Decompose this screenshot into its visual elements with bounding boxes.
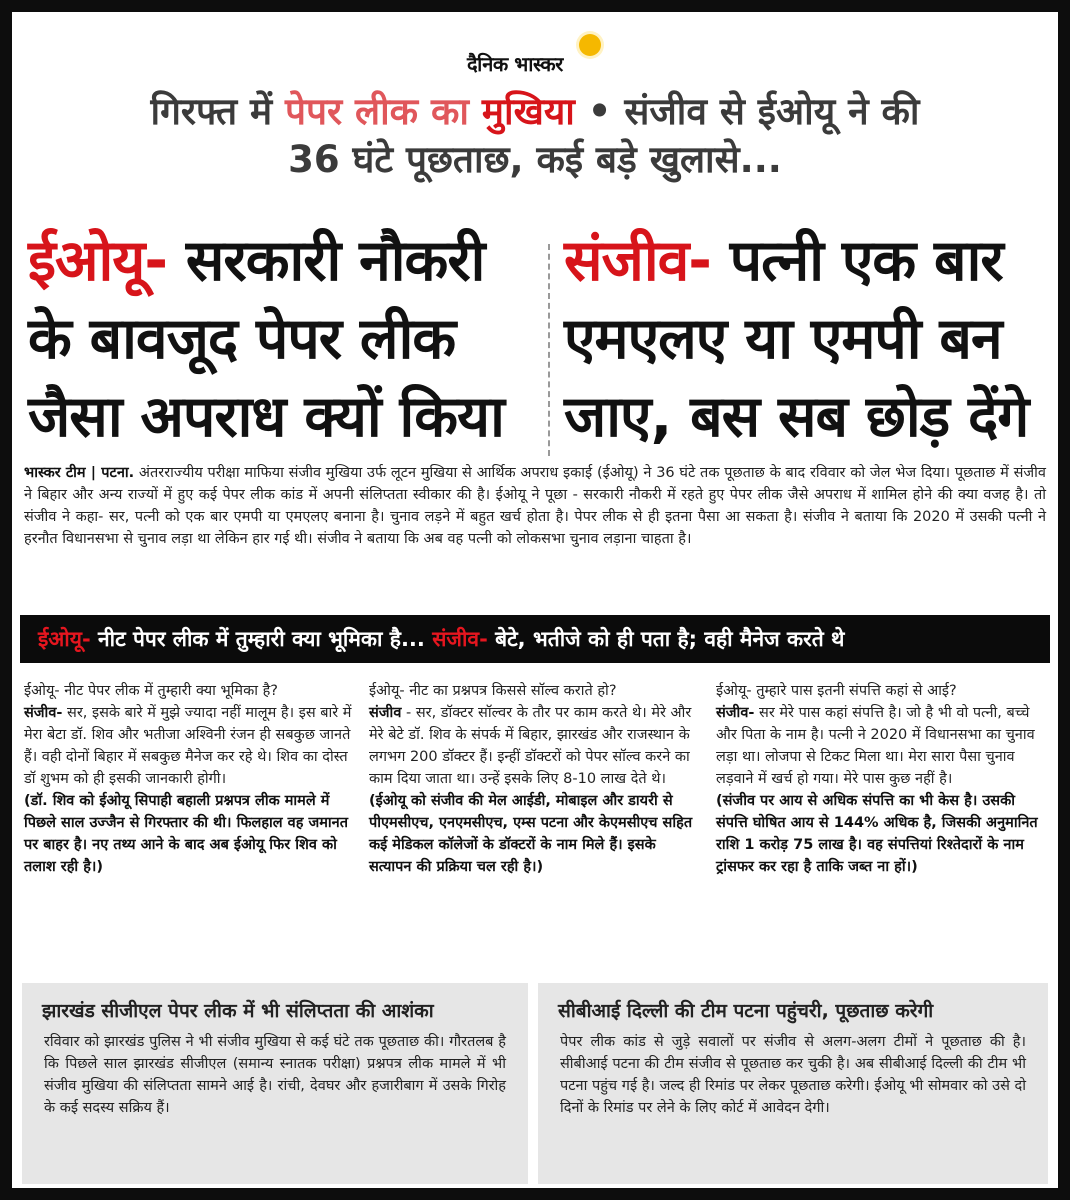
editor-note: (संजीव पर आय से अधिक संपत्ति का भी केस है। उसकी संपत्ति घोषित आय से 144% अधिक है, जिसकी अनुमानित राशि 1 करोड़ 75 लाख है। वह संपत्तियां रिश्तेदारों के नाम ट्रांसफर कर रहा है ताकि जब्त ना हों।) bbox=[716, 793, 1038, 875]
editor-note: (डॉ. शिव को ईओयू सिपाही बहाली प्रश्नपत्र लीक मामले में पिछले साल उज्जैन से गिरफ्तार की थी। फिलहाल वह जमानत पर बाहर है। नए तथ्य आने के बाद अब ईओयू फिर शिव को तलाश रही है।) bbox=[24, 793, 348, 875]
answer-label: संजीव bbox=[369, 705, 402, 721]
question bbox=[24, 680, 356, 702]
headline-line-2: 36 घंटे पूछताछ, कई बड़े खुलासे... bbox=[288, 138, 782, 181]
headline-part: मुखिया bbox=[481, 90, 575, 133]
banner-text: नीट पेपर लीक में तुम्हारी क्या भूमिका है... bbox=[90, 627, 433, 651]
big-red-label: ईओयू- bbox=[28, 228, 168, 294]
question bbox=[716, 680, 1048, 702]
question-label: ईओयू- bbox=[716, 683, 752, 699]
big-line: एमएलए या एमपी बन bbox=[564, 306, 1002, 372]
intro-paragraph bbox=[24, 462, 1046, 550]
answer bbox=[716, 702, 1048, 790]
answer-text: - सर, डॉक्टर सॉल्वर के तौर पर काम करते थे। मेरे और मेरे बेटे डॉ. शिव के संपर्क में बिहार, झारखंड और राजस्थान के लगभग 200 डॉक्टर हैं। इन्हीं डॉक्टरों को पेपर सॉल्व करने का काम दिया जाता था। उन्हें इसके लिए 8-10 लाख देते थे। bbox=[369, 705, 692, 787]
masthead bbox=[461, 28, 617, 74]
big-line: के बावजूद पेपर लीक bbox=[28, 306, 456, 372]
question-label: ईओयू- bbox=[24, 683, 60, 699]
headline-part: गिरफ्त में bbox=[150, 90, 285, 133]
headline-part: पेपर लीक का bbox=[284, 90, 482, 133]
qa-banner bbox=[20, 615, 1050, 663]
newspaper-clipping bbox=[12, 12, 1058, 1188]
question-text: नीट का प्रश्नपत्र किससे सॉल्व कराते हो? bbox=[404, 683, 617, 699]
big-line bbox=[564, 222, 1054, 300]
dateline: भास्कर टीम | पटना. bbox=[24, 465, 135, 481]
big-text: सरकारी नौकरी bbox=[167, 228, 485, 294]
big-line: जाए, बस सब छोड़ देंगे bbox=[564, 384, 1029, 450]
answer bbox=[369, 702, 701, 790]
big-text: पत्नी एक बार bbox=[710, 228, 1003, 294]
box-heading: सीबीआई दिल्ली की टीम पटना पहुंचरी, पूछताछ करेगी bbox=[558, 1000, 934, 1022]
question bbox=[369, 680, 701, 702]
box-body: रविवार को झारखंड पुलिस ने भी संजीव मुखिया से कई घंटे तक पूछताछ की। गौरतलब है कि पिछले साल झारखंड सीजीएल (समान्य स्नातक परीक्षा) प्रश्नपत्र लीक मामले में भी संजीव मुखिया की संलिप्तता सामने आई है। रांची, देवघर और हजारीबाग में उसके गिरोह के कई सदस्य सक्रिय हैं। bbox=[44, 1034, 506, 1116]
answer-label: संजीव- bbox=[24, 705, 63, 721]
editor-note: (ईओयू को संजीव की मेल आईडी, मोबाइल और डायरी से पीएमसीएच, एनएमसीएच, एम्स पटना और केएमसीएच सहित कई मेडिकल कॉलेजों के डॉक्टरों के नाम मिले हैं। इसके सत्यापन की प्रक्रिया चल रही है।) bbox=[369, 793, 693, 875]
masthead-logo: दैनिक भास्कर bbox=[467, 52, 563, 76]
banner-label: ईओयू- bbox=[38, 627, 91, 651]
sun-logo-icon bbox=[579, 34, 601, 56]
jharkhand-cgl-box bbox=[22, 983, 528, 1184]
left-big-heading bbox=[28, 222, 538, 456]
cbi-delhi-box bbox=[538, 983, 1048, 1184]
intro-text: अंतरराज्यीय परीक्षा माफिया संजीव मुखिया उर्फ लूटन मुखिया से आर्थिक अपराध इकाई (ईओयू) ने 36 घंटे तक पूछताछ के बाद रविवार को जेल भेज दिया। पूछताछ में संजीव ने बिहार और अन्य राज्यों में हुए कई पेपर लीक कांड में अपनी संलिप्तता स्वीकार की है। ईओयू ने पूछा - सरकारी नौकरी में रहते हुए पेपर लीक जैसे अपराध में शामिल होने की क्या वजह है। तो संजीव ने कहा- सर, पत्नी को एक बार एमपी या एमएलए बनाना है। चुनाव लड़ने में बहुत खर्च होता है। पेपर लीक से ही इतना पैसा आ सकता है। संजीव ने बताया कि 2020 में उसकी पत्नी ने हरनौत विधानसभा से चुनाव लड़ा था लेकिन हार गई थी। संजीव ने बताया कि अब वह पत्नी को लोकसभा चुनाव लड़ाना चाहता है। bbox=[24, 465, 1046, 547]
banner-text: बेटे, भतीजे को ही पता है; वही मैनेज करते थे bbox=[487, 627, 845, 651]
column-divider bbox=[548, 244, 550, 456]
answer-text: सर, इसके बारे में मुझे ज्यादा नहीं मालूम है। इस बारे में मेरा बेटा डॉ. शिव और भतीजा अश्विनी रंजन ही सबकुछ जानते हैं। वही दोनों बिहार में सबकुछ मैनेज कर रहे थे। शिव का दोस्त डॉ शुभम को ही इसकी जानकारी होगी। bbox=[24, 705, 352, 787]
banner-label: संजीव- bbox=[432, 627, 488, 651]
right-big-heading bbox=[564, 222, 1054, 456]
box-heading: झारखंड सीजीएल पेपर लीक में भी संलिप्तता की आशंका bbox=[42, 1000, 434, 1022]
headline-line-1 bbox=[12, 88, 1058, 136]
headline bbox=[12, 88, 1058, 184]
big-line bbox=[28, 222, 538, 300]
big-line: जैसा अपराध क्यों किया bbox=[28, 384, 504, 450]
question-label: ईओयू- bbox=[369, 683, 405, 699]
answer-text: सर मेरे पास कहां संपत्ति है। जो है भी वो पत्नी, बच्चे और पिता के नाम है। पत्नी ने 2020 में विधानसभा का चुनाव लड़ा था। लोजपा से टिकट मिला था। मेरा सारा पैसा चुनाव लड़वाने में खर्च हो गया। मेरे पास कुछ नहीं है। bbox=[716, 705, 1035, 787]
question-text: नीट पेपर लीक में तुम्हारी क्या भूमिका है? bbox=[59, 683, 279, 699]
answer-label: संजीव- bbox=[716, 705, 755, 721]
answer bbox=[24, 702, 356, 790]
qa-column-2 bbox=[369, 680, 701, 878]
question-text: तुम्हारे पास इतनी संपत्ति कहां से आई? bbox=[751, 683, 957, 699]
qa-column-3 bbox=[716, 680, 1048, 878]
big-red-label: संजीव- bbox=[564, 228, 711, 294]
qa-column-1 bbox=[24, 680, 356, 878]
headline-part: • संजीव से ईओयू ने की bbox=[574, 90, 920, 133]
box-body: पेपर लीक कांड से जुड़े सवालों पर संजीव से अलग-अलग टीमों ने पूछताछ की है। सीबीआई पटना की टीम संजीव से पूछताछ कर चुकी है। अब सीबीआई दिल्ली की टीम भी पटना पहुंच गई है। जल्द ही रिमांड पर लेकर पूछताछ करेगी। ईओयू भी सोमवार को उसे दो दिनों के रिमांड पर लेने के लिए कोर्ट में आवेदन देगी। bbox=[560, 1034, 1026, 1116]
